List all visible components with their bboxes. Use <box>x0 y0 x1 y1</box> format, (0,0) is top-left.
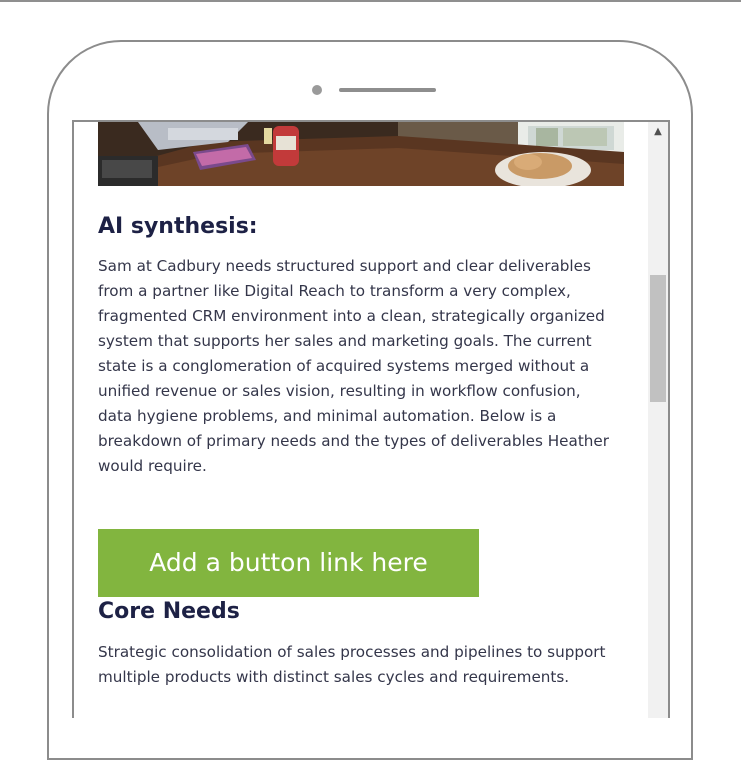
core-needs-heading: Core Needs <box>98 599 240 624</box>
add-button-link-button[interactable]: Add a button link here <box>98 529 479 597</box>
top-divider <box>0 0 741 2</box>
phone-screen[interactable] <box>72 120 670 718</box>
scrollbar-thumb[interactable] <box>650 275 666 402</box>
desk-photo <box>98 122 624 186</box>
desk-photo-illustration <box>98 122 624 186</box>
ai-synthesis-heading: AI synthesis: <box>98 214 258 239</box>
ai-synthesis-paragraph: Sam at Cadbury needs structured support and clear deliverables from a partner like Digital Reach to transform a very complex, fragmented CRM environment into a clean, strategically organized system that supports her sales and marketing goals. The current state is a conglomeration of acquired systems merged without a unified revenue or sales vision, resulting in workflow confusion, data hygiene problems, and minimal automation. Below is a breakdown of primary needs and the types of deliverables Heather would require. <box>98 257 610 475</box>
scroll-up-arrow-icon[interactable]: ▲ <box>654 126 662 137</box>
core-needs-paragraph: Strategic consolidation of sales processes and pipelines to support multiple products with distinct sales cycles and requirements. <box>98 643 606 686</box>
phone-camera-dot <box>312 85 322 95</box>
phone-speaker-bar <box>339 88 436 92</box>
vertical-scrollbar[interactable] <box>648 122 668 718</box>
scroll-content <box>74 122 652 718</box>
